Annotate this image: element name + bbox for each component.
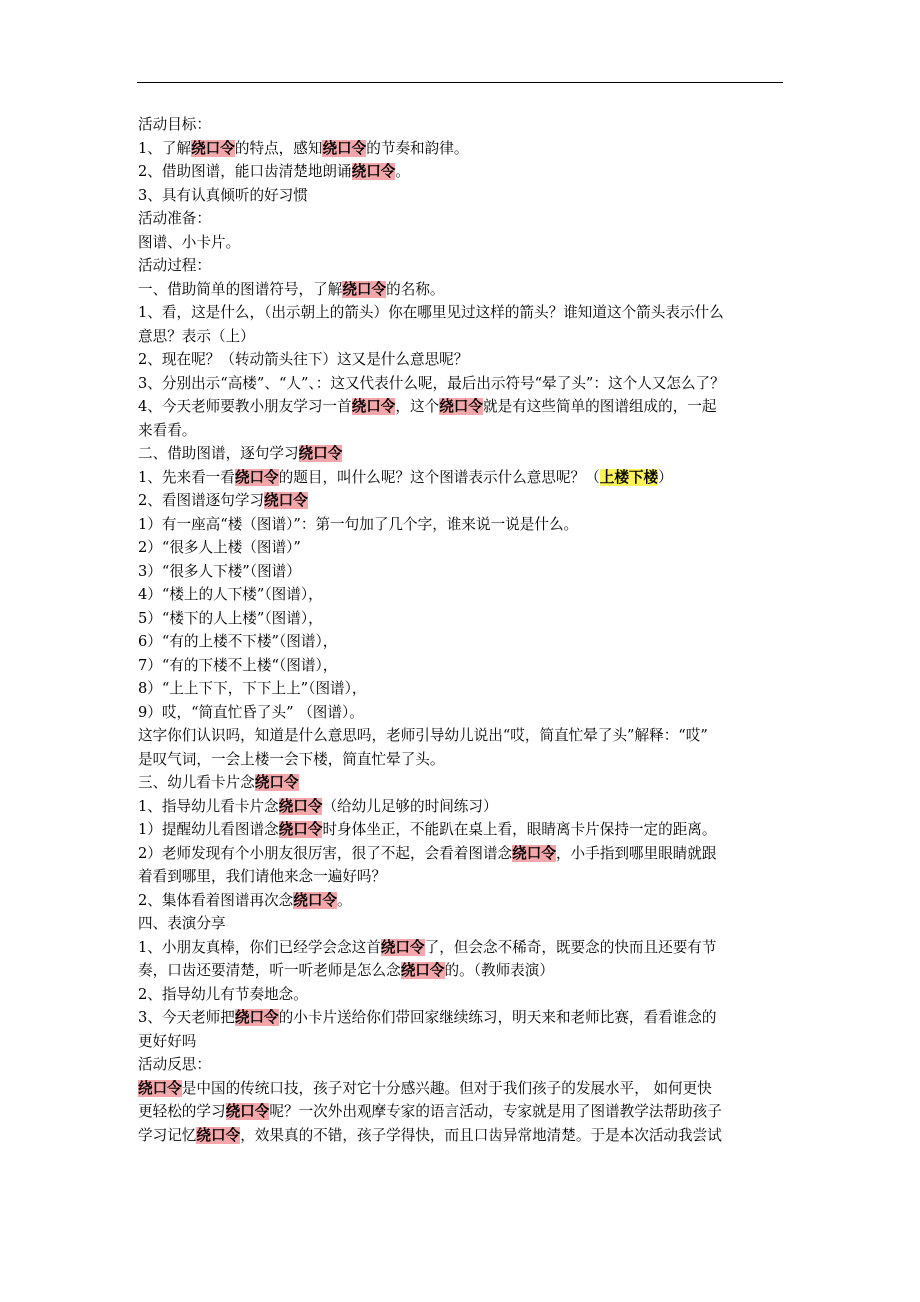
text-line [138, 865, 788, 889]
text-line [138, 536, 788, 560]
text-segment: 的。（教师表演） [444, 962, 554, 979]
keyword-highlight: 绕口令 [380, 938, 425, 956]
text-line [138, 207, 788, 231]
keyword-highlight: 绕口令 [264, 492, 308, 509]
text-line [138, 1100, 788, 1124]
text-segment: 二、借助图谱，逐句学习 [138, 445, 299, 462]
text-line [138, 254, 788, 278]
text-line [138, 442, 788, 466]
text-segment: 9）哎，“简直忙昏了头” （图谱）。 [138, 703, 364, 721]
text-line [138, 372, 788, 396]
text-segment: 2）老师发现有个小朋友很厉害，很了不起，会看着图谱念 [138, 844, 513, 862]
text-segment: 是叹气词，一会上楼一会下楼，简直忙晕了头。 [138, 750, 445, 768]
text-line [138, 325, 788, 349]
text-segment: ，效果真的不错，孩子学得快，而且口齿异常地清楚。于是本次活动我尝试 [240, 1126, 722, 1144]
keyword-highlight: 绕口令 [322, 139, 367, 157]
text-segment: 呢？一次外出观摩专家的语言活动，专家就是用了图谱教学法帮助孩子 [269, 1103, 722, 1120]
text-line [138, 889, 788, 913]
text-segment: 4）“楼上的人下楼”（图谱）， [138, 586, 323, 603]
text-segment: 1、小朋友真棒，你们已经学会念这首 [138, 938, 381, 956]
text-segment: 更好好吗 [138, 1032, 197, 1050]
text-segment: 是中国的传统口技，孩子对它十分感兴趣。但对于我们孩子的发展水平， 如何更快 [181, 1079, 712, 1097]
text-segment: 7）“有的下楼不上楼“（图谱）， [138, 656, 338, 674]
keyword-highlight: 绕口令 [342, 280, 387, 298]
text-segment: 这字你们认识吗，知道是什么意思吗，老师引导幼儿说出“哎，简直忙晕了头”解释：“哎” [138, 727, 708, 744]
text-line [138, 724, 788, 748]
text-segment: 2、现在呢？（转动箭头往下）这又是什么意思呢？ [138, 351, 469, 368]
text-segment: 奏，口齿还要清楚，听一听老师是怎么念 [138, 962, 401, 979]
text-line [138, 630, 788, 654]
text-segment: 三、幼儿看卡片念 [138, 774, 255, 791]
text-segment: 来看看。 [138, 421, 197, 439]
text-segment: 的题目，叫什么呢？这个图谱表示什么意思呢？（ [278, 468, 600, 486]
text-segment: 的特点，感知 [234, 139, 323, 157]
text-segment: 2、看图谱逐句学习 [138, 492, 265, 509]
text-segment: 1、看，这是什么，（出示朝上的箭头）你在哪里见过这样的箭头？谁知道这个箭头表示什么 [138, 304, 724, 321]
text-line [138, 301, 788, 325]
text-line [138, 348, 788, 372]
text-segment: 图谱、小卡片。 [138, 233, 241, 251]
text-segment: 8）“上上下下，下下上上”（图谱）， [138, 680, 367, 697]
text-segment: 1、了解 [138, 139, 192, 157]
text-segment: 着看到哪里，我们请他来念一遍好吗？ [138, 868, 387, 885]
text-line [138, 748, 788, 772]
text-line [138, 701, 788, 725]
text-segment: 学习记忆 [138, 1126, 197, 1144]
text-segment: 。 [337, 891, 352, 909]
text-segment: 4、今天老师要教小朋友学习一首 [138, 398, 352, 415]
text-segment: 2、指导幼儿有节奏地念。 [138, 985, 308, 1003]
text-line [138, 583, 788, 607]
keyword-highlight: 绕口令 [298, 445, 343, 462]
text-segment: 3）“很多人下楼”（图谱） [138, 562, 301, 580]
text-line [138, 912, 788, 936]
text-line [138, 1006, 788, 1030]
keyword-highlight: 绕口令 [225, 1103, 270, 1120]
keyword-highlight: 绕口令 [138, 1079, 182, 1097]
text-segment: 1、先来看一看 [138, 468, 235, 486]
text-segment: 2、借助图谱，能口齿清楚地朗诵 [138, 163, 352, 180]
text-line [138, 1053, 788, 1077]
text-line [138, 231, 788, 255]
text-segment: 活动目标： [138, 116, 211, 133]
text-line [138, 160, 788, 184]
text-segment: 时身体坐正，不能趴在桌上看，眼睛离卡片保持一定的距离。 [322, 821, 717, 838]
text-segment: 意思？表示（上） [138, 327, 255, 345]
keyword-highlight: 绕口令 [234, 1009, 279, 1026]
keyword-highlight: 绕口令 [191, 139, 235, 157]
text-line [138, 395, 788, 419]
text-line [138, 959, 788, 983]
text-segment: 更轻松的学习 [138, 1103, 226, 1120]
text-line [138, 795, 788, 819]
text-line [138, 466, 788, 490]
text-segment: 的名称。 [386, 280, 445, 298]
text-segment: ，小手指到哪里眼睛就跟 [555, 844, 717, 862]
text-line [138, 983, 788, 1007]
text-line [138, 419, 788, 443]
keyword-highlight: 绕口令 [351, 398, 396, 415]
text-line [138, 936, 788, 960]
text-segment: ，这个 [395, 398, 440, 415]
document-body [138, 113, 788, 1147]
text-segment: 2、集体看着图谱再次念 [138, 891, 294, 909]
text-line [138, 1124, 788, 1148]
keyword-highlight: 绕口令 [351, 163, 396, 180]
keyword-highlight: 绕口令 [278, 821, 323, 838]
text-line [138, 818, 788, 842]
text-line [138, 278, 788, 302]
text-line [138, 1077, 788, 1101]
text-line [138, 184, 788, 208]
text-line [138, 137, 788, 161]
text-line [138, 607, 788, 631]
text-line [138, 113, 788, 137]
text-segment: 。 [395, 163, 411, 180]
keyword-highlight: 绕口令 [278, 797, 323, 815]
keyword-highlight: 绕口令 [196, 1126, 241, 1144]
keyword-highlight: 绕口令 [512, 844, 556, 862]
text-segment: 活动过程： [138, 257, 211, 274]
keyword-highlight: 绕口令 [439, 398, 483, 415]
text-line [138, 654, 788, 678]
text-segment: 了，但会念不稀奇，既要念的快而且还要有节 [424, 938, 717, 956]
keyword-highlight: 绕口令 [293, 891, 338, 909]
text-segment: 的小卡片送给你们带回家继续练习，明天来和老师比赛，看看谁念的 [278, 1009, 717, 1026]
text-segment: 活动反思： [138, 1056, 211, 1073]
text-segment: （给幼儿足够的时间练习） [322, 797, 498, 815]
text-line [138, 489, 788, 513]
text-segment: 的节奏和韵律。 [366, 139, 469, 157]
text-segment: 一、借助简单的图谱符号，了解 [138, 280, 343, 298]
header-rule [137, 82, 783, 83]
text-line [138, 513, 788, 537]
text-segment: 2）“很多人上楼（图谱）” [138, 539, 301, 556]
text-segment: 1）有一座高“楼（图谱）”：第一句加了几个字，谁来说一说是什么。 [138, 515, 579, 533]
text-segment: 四、表演分享 [138, 915, 226, 932]
text-segment: 活动准备： [138, 210, 211, 227]
text-line [138, 677, 788, 701]
text-line [138, 771, 788, 795]
text-segment: 6）“有的上楼不下楼”（图谱）， [138, 633, 338, 650]
text-segment: 1、指导幼儿看卡片念 [138, 797, 279, 815]
keyword-highlight: 绕口令 [400, 962, 445, 979]
text-segment: ） [658, 468, 673, 486]
keyword-highlight: 绕口令 [254, 774, 299, 791]
text-line [138, 1030, 788, 1054]
text-segment: 3、分别出示“高楼”、“人”、：这又代表什么呢，最后出示符号“晕了头”：这个人又怎么了？ [138, 374, 725, 392]
text-segment: 3、今天老师把 [138, 1009, 235, 1026]
text-segment: 5）“楼下的人上楼”（图谱）， [138, 609, 323, 627]
text-line [138, 842, 788, 866]
text-segment: 就是有这些简单的图谱组成的，一起 [483, 398, 717, 415]
keyword-highlight: 绕口令 [234, 468, 279, 486]
text-segment: 3、具有认真倾听的好习惯 [138, 186, 308, 204]
text-segment: 1）提醒幼儿看图谱念 [138, 821, 279, 838]
text-line [138, 560, 788, 584]
title-highlight: 上楼下楼 [599, 468, 659, 486]
